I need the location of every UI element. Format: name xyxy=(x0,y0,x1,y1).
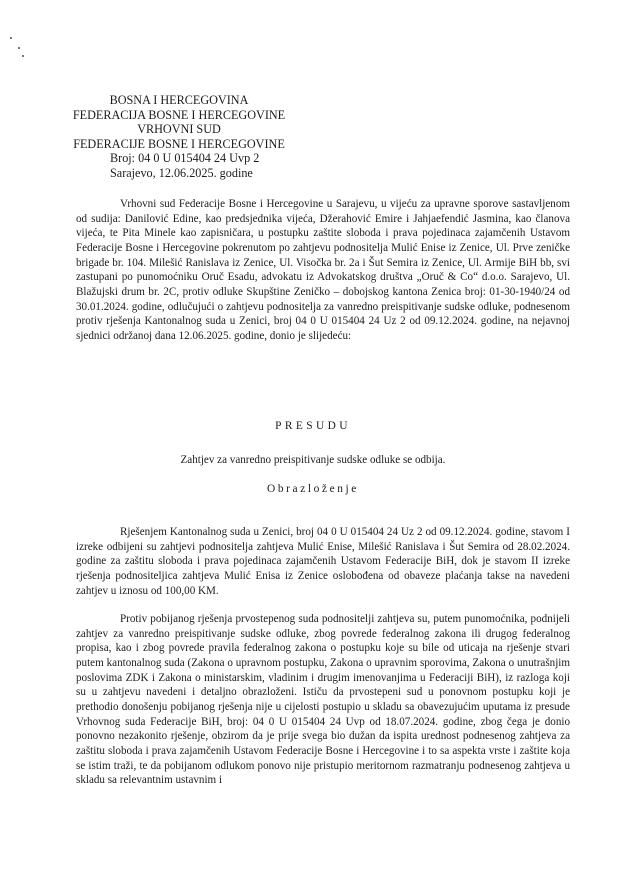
header-line: FEDERACIJA BOSNE I HERCEGOVINE xyxy=(72,107,286,122)
body-paragraph: Protiv pobijanog rješenja prvostepenog suda podnositelji zahtjeva su, putem punomoćnika, podnijeli zahtjev za vanredno preispitivanje sudske odluke, zbog povrede federalnog zakona ili drugog federalnog propisa, kao i zbog povrede pravila federalnog zakona o postupku koje su bile od uticaja na rješenje stvari putem kantonalnog suda (Zakona o upravnom postupku, Zakona o upravnim sporovima, Zakona o unutrašnjim poslovima ZDK i Zakona o ministarskim, vladinim i drugim imenovanjima u Federaciji BiH), iz razloga koji su u zahtjevu navedeni i detaljno obrazloženi. Ističu da prvostepeni sud u ponovnom postupku koji je prethodio donošenju pobijanog rješenja nije u cijelosti postupio u skladu sa obavezujućim uputama iz presude Vrhovnog suda Federacije BiH, broj: 04 0 U 015404 24 Uvp od 18.07.2024. godine, zbog čega je donio ponovno nezakonito rješenje, obzirom da je prije svega bio dužan da ispita urednost podnesenog zahtjeva za zaštitu sloboda i prava zajamčenih Ustavom Federacije Bosne i Hercegovine i to sa aspekta vrste i zaštite koja se istim traži, te da pobijanom odlukom ponovo nije pristupio meritornom razmatranju podnesenog zahtjeva u skladu sa relevantnim ustavnim i xyxy=(76,613,570,787)
place-date: Sarajevo, 12.06.2025. godine xyxy=(110,165,253,180)
body-paragraph: Rješenjem Kantonalnog suda u Zenici, broj 04 0 U 015404 24 Uz 2 od 09.12.2024. godine, stavom I izreke odbijeni su zahtjevi podnositelja zahtjeva Mulić Enise, Milešić Ranislava i Šut Semira od 28.02.2024. godine za zaštitu sloboda i prava pojedinaca zajamčenih Ustavom Federacije BiH, dok je stavom II izreke rješenja podnositeljica zahtjeva Mulić Enisa iz Zenice oslobođena od obaveze plaćanja takse na navedeni zahtjev u iznosu od 100,00 KM. xyxy=(76,526,570,597)
case-number: Broj: 04 0 U 015404 24 Uvp 2 xyxy=(110,151,260,166)
reasoning-title: Obrazloženje xyxy=(267,483,359,495)
intro-paragraph: Vrhovni sud Federacije Bosne i Hercegovine u Sarajevu, u vijeću za upravne sporove sastavljenom od sudija: Danilović Edine, kao predsjednika vijeća, Džerahović Emire i Jahjaefendić Jasmina, kao članova vijeća, te Pita Minele kao zapisničara, u postupku zaštite sloboda i prava pojedinaca zajamčenih Ustavom Federacije Bosne i Hercegovine pokrenutom po zahtjevu podnositelja Mulić Enise iz Zenice, Ul. Prve zeničke brigade br. 104. Milešić Ranislava iz Zenice, Ul. Visočka br. 2a i Šut Semira iz Zenice, Ul. Armije BiH bb, svi zastupani po punomoćniku Oruč Esadu, advokatu iz Advokatskog društva „Oruč & Co“ d.o.o. Sarajevo, Ul. Blažujski drum br. 2C, protiv odluke Skupštine Zeničko – dobojskog kantona Zenica broj: 01-30-1940/24 od 30.01.2024. godine, odlučujući o zahtjevu podnositelja za vanredno preispitivanje sudske odluke, podnesenom protiv rješenja Kantonalnog suda u Zenici, broj 04 0 U 015404 24 Uz 2 od 09.12.2024. godine, na nejavnoj sjednici održanoj dana 12.06.2025. godine, donio je slijedeću: xyxy=(76,198,570,342)
verdict-title: PRESUDU xyxy=(275,420,351,432)
verdict-text: Zahtjev za vanredno preispitivanje sudske odluke se odbija. xyxy=(180,454,446,466)
scan-speck xyxy=(10,37,12,39)
scan-speck xyxy=(18,47,20,49)
document-header xyxy=(68,93,290,181)
scan-speck xyxy=(22,55,24,57)
header-line: FEDERACIJE BOSNE I HERCEGOVINE xyxy=(73,136,285,151)
header-line: BOSNA I HERCEGOVINA xyxy=(109,93,249,107)
header-line: VRHOVNI SUD xyxy=(137,122,221,137)
